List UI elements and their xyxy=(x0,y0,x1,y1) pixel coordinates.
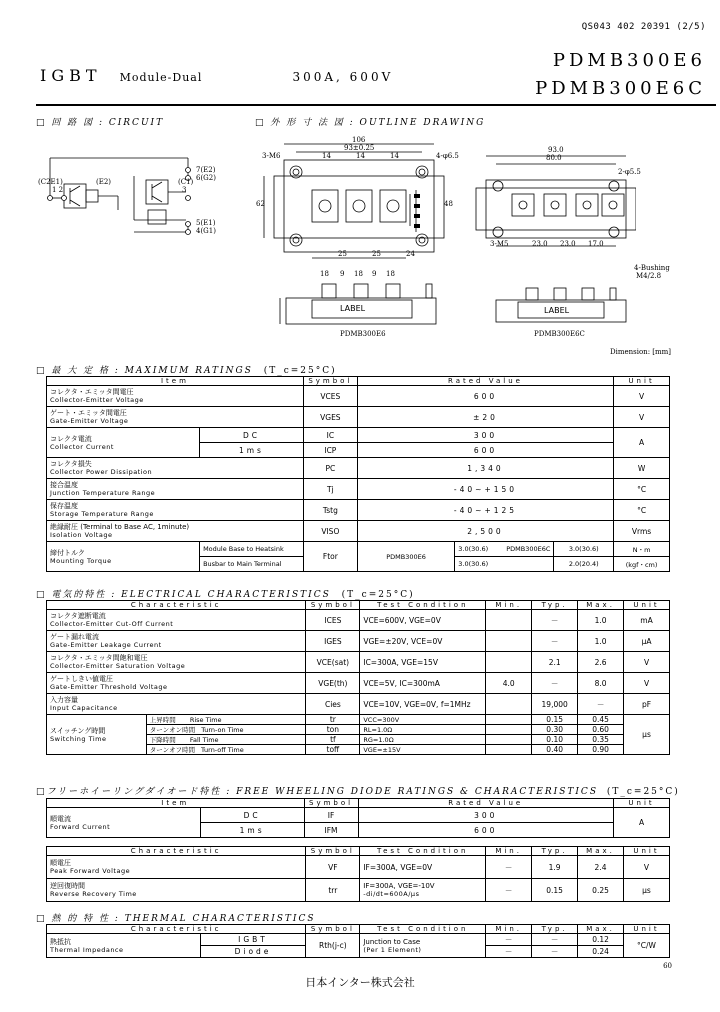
item-en: Thermal Impedance xyxy=(50,945,124,954)
unit: μs xyxy=(624,715,670,755)
symbol: tr xyxy=(306,715,360,725)
value-a2: 3.0(30.6) xyxy=(455,557,554,572)
condition: DC xyxy=(200,808,304,823)
max-ratings-title: □ 最 大 定 格 : MAXIMUM RATINGS xyxy=(36,366,253,376)
condition: VCE=5V, IC=300mA xyxy=(360,673,486,694)
unit: μs xyxy=(624,879,670,902)
max-ratings-cond: (T_c=25°C) xyxy=(263,366,337,376)
dim-14b: 14 xyxy=(356,152,365,160)
switching-row xyxy=(47,715,670,725)
condition: Module Base to Heatsink xyxy=(200,542,304,557)
header-symbol: Symbol xyxy=(304,799,358,808)
table-row xyxy=(47,521,670,542)
max: 2.6 xyxy=(578,652,624,673)
max: 0.25 xyxy=(578,879,624,902)
unit: °C xyxy=(614,479,670,500)
header-item: Item xyxy=(47,377,304,386)
label-box-a: LABEL xyxy=(340,304,366,313)
terminal-6: 6(G2) xyxy=(196,174,216,182)
header-unit: Unit xyxy=(614,799,670,808)
min xyxy=(486,715,532,725)
table-header xyxy=(47,799,670,808)
item-ja: ターンオフ時間 xyxy=(149,746,195,754)
table-row xyxy=(47,458,670,479)
switching-en: Switching Time xyxy=(50,734,107,743)
item-ja: コレクタ・エミッタ間飽和電圧 xyxy=(50,654,148,662)
max: 0.90 xyxy=(578,745,624,755)
typ: － xyxy=(532,673,578,694)
item-en: Turn-off Time xyxy=(201,746,244,754)
item-ja: ゲート漏れ電流 xyxy=(50,633,99,641)
terminal-4: 4(G1) xyxy=(196,227,216,235)
min: － xyxy=(486,856,532,879)
unit: Vrms xyxy=(614,521,670,542)
terminal-3: 3 xyxy=(182,186,187,194)
company-name: 日本インター株式会社 xyxy=(305,976,415,989)
electrical-title: □ 電気的特性 : ELECTRICAL CHARACTERISTICS xyxy=(36,590,331,600)
item-en: Isolation Voltage xyxy=(50,531,113,539)
table-row xyxy=(47,879,670,902)
max: 0.24 xyxy=(578,946,624,958)
section-thermal: □ 熱 的 特 性 : THERMAL CHARACTERISTICS xyxy=(36,914,316,924)
dim-230a: 23.0 xyxy=(532,240,548,248)
fwd-ratings-table xyxy=(46,798,670,838)
side-dim-18b: 18 xyxy=(354,270,363,278)
condition: VGE=±20V, VCE=0V xyxy=(360,631,486,652)
typ: 0.15 xyxy=(532,715,578,725)
value: 600 xyxy=(357,443,613,458)
part-number-1: PDMB300E6 xyxy=(552,50,706,71)
dim-14c: 14 xyxy=(390,152,399,160)
unit: μA xyxy=(624,631,670,652)
unit: V xyxy=(614,386,670,407)
header-unit: Unit xyxy=(624,847,670,856)
symbol: VCE(sat) xyxy=(306,652,360,673)
max: 0.12 xyxy=(578,934,624,946)
symbol: ICP xyxy=(303,443,357,458)
item-ja: コレクタ遮断電流 xyxy=(50,612,106,620)
item-ja: 順電圧 xyxy=(50,859,71,867)
header-min: Min. xyxy=(486,601,532,610)
item-ja: 絶縁耐圧 (Terminal to Base AC, 1minute) xyxy=(50,523,190,531)
table-row xyxy=(47,856,670,879)
item-en: Input Capacitance xyxy=(50,704,118,712)
side-dim-18c: 18 xyxy=(386,270,395,278)
unit: V xyxy=(624,652,670,673)
dim-4phi65: 4-φ6.5 xyxy=(436,152,459,160)
header-typ: Typ. xyxy=(532,925,578,934)
header-characteristic: Characteristic xyxy=(47,601,306,610)
header-max: Max. xyxy=(578,601,624,610)
condition-2: (Per 1 Element) xyxy=(363,945,422,954)
switching-item xyxy=(146,735,306,745)
dim-800: 80.0 xyxy=(546,154,562,162)
electrical-table xyxy=(46,600,670,755)
symbol: toff xyxy=(306,745,360,755)
dim-3m5: 3-M5 xyxy=(490,240,509,248)
symbol: Ftor xyxy=(303,542,357,572)
item-ja: 逆回復時間 xyxy=(50,882,85,890)
item-en: Collector-Emitter Cut-Off Current xyxy=(50,620,174,628)
model-b: PDMB300E6C xyxy=(506,545,551,553)
symbol: Tj xyxy=(303,479,357,500)
table-header xyxy=(47,377,670,386)
dim-25b: 25 xyxy=(372,250,381,258)
item-en: Rise Time xyxy=(189,716,222,724)
switching-ja: スイッチング時間 xyxy=(50,726,106,735)
dim-106: 106 xyxy=(352,136,366,144)
header-test-condition: Test Condition xyxy=(360,925,486,934)
dim-93: 93±0.25 xyxy=(344,144,375,152)
typ: － xyxy=(532,631,578,652)
part: Diode xyxy=(200,946,306,958)
symbol: Tstg xyxy=(303,500,357,521)
item-ja: 順電流 xyxy=(50,814,71,823)
section-outline: □ 外 形 寸 法 図 : OUTLINE DRAWING xyxy=(255,118,486,128)
value: 2,500 xyxy=(357,521,613,542)
side-dim-18a: 18 xyxy=(320,270,329,278)
item-en: Gate-Emitter Threshold Voltage xyxy=(50,683,168,691)
circuit-diagram xyxy=(38,140,218,250)
item-ja: コレクタ損失 xyxy=(50,460,92,468)
typ: － xyxy=(532,946,578,958)
header-characteristic: Characteristic xyxy=(47,847,306,856)
dim-3m6: 3-M6 xyxy=(262,152,281,160)
condition: 1ms xyxy=(200,443,304,458)
value-b1: 3.0(30.6) xyxy=(554,542,614,557)
typ: － xyxy=(532,934,578,946)
unit: mA xyxy=(624,610,670,631)
max: 0.60 xyxy=(578,725,624,735)
table-row xyxy=(47,934,670,946)
item-en: Collector Current xyxy=(50,442,114,451)
symbol: IF xyxy=(304,808,358,823)
item-en: Turn-on Time xyxy=(201,726,244,734)
dim-14a: 14 xyxy=(322,152,331,160)
symbol: tf xyxy=(306,735,360,745)
header-max: Max. xyxy=(578,925,624,934)
table-row xyxy=(47,808,670,823)
electrical-cond: (T_c=25°C) xyxy=(341,590,415,600)
header-max: Max. xyxy=(578,847,624,856)
value: -40~+150 xyxy=(357,479,613,500)
section-electrical xyxy=(36,587,415,600)
item-en: Storage Temperature Range xyxy=(50,510,154,518)
label-box-b: LABEL xyxy=(544,306,570,315)
typ: 0.10 xyxy=(532,735,578,745)
header-item: Item xyxy=(47,799,305,808)
product-title xyxy=(40,66,393,85)
header-rated-value: Rated Value xyxy=(358,799,614,808)
fwd-char-table xyxy=(46,846,670,902)
min xyxy=(486,694,532,715)
item-ja: コレクタ・エミッタ間電圧 xyxy=(50,388,134,396)
symbol: Rth(j-c) xyxy=(306,934,360,958)
symbol: VCES xyxy=(303,386,357,407)
header-min: Min. xyxy=(486,925,532,934)
header-symbol: Symbol xyxy=(306,601,360,610)
document-number: QS043 402 20391 (2/5) xyxy=(581,22,706,32)
item-ja: ゲートしきい値電圧 xyxy=(50,675,113,683)
table-row xyxy=(47,407,670,428)
symbol: VF xyxy=(306,856,360,879)
item-en: Gate-Emitter Voltage xyxy=(50,417,129,425)
symbol: PC xyxy=(303,458,357,479)
max: － xyxy=(578,694,624,715)
max: 0.35 xyxy=(578,735,624,745)
header-unit: Unit xyxy=(624,925,670,934)
table-header xyxy=(47,601,670,610)
dim-48: 48 xyxy=(444,200,453,208)
min xyxy=(486,735,532,745)
device-rating: 300A, 600V xyxy=(292,70,394,84)
condition: VCC=300V xyxy=(360,715,486,725)
typ: 1.9 xyxy=(532,856,578,879)
typ: 0.30 xyxy=(532,725,578,735)
symbol: ton xyxy=(306,725,360,735)
item-ja: 熱抵抗 xyxy=(50,937,71,946)
value-b2: 2.0(20.4) xyxy=(554,557,614,572)
outline-side-view-e6c xyxy=(486,266,636,336)
terminal-5: 5(E1) xyxy=(196,219,216,227)
switching-item xyxy=(146,725,306,735)
condition: 1ms xyxy=(200,823,304,838)
min xyxy=(486,745,532,755)
item-en: Collector-Emitter Saturation Voltage xyxy=(50,662,186,670)
circuit-label-e2: (E2) xyxy=(96,178,112,186)
value: 1,340 xyxy=(357,458,613,479)
header-test-condition: Test Condition xyxy=(360,601,486,610)
symbol: ICES xyxy=(306,610,360,631)
symbol: IGES xyxy=(306,631,360,652)
dim-25a: 25 xyxy=(338,250,347,258)
device-type: IGBT xyxy=(40,66,102,85)
part-number-2: PDMB300E6C xyxy=(535,78,706,99)
header-typ: Typ. xyxy=(532,847,578,856)
max: 8.0 xyxy=(578,673,624,694)
header-symbol: Symbol xyxy=(306,925,360,934)
min xyxy=(486,631,532,652)
min xyxy=(486,725,532,735)
min xyxy=(486,652,532,673)
item-ja: 締付トルク xyxy=(50,548,85,557)
unit: °C/W xyxy=(624,934,670,958)
header-test-condition: Test Condition xyxy=(360,847,486,856)
table-row xyxy=(47,500,670,521)
torque-pair-1 xyxy=(455,542,554,557)
max-ratings-table xyxy=(46,376,670,572)
condition: RL=1.0Ω xyxy=(360,725,486,735)
item-ja: コレクタ電流 xyxy=(50,434,92,443)
item-ja: ターンオン時間 xyxy=(149,726,196,734)
table-row xyxy=(47,631,670,652)
unit: N・m xyxy=(614,542,670,557)
unit: W xyxy=(614,458,670,479)
min: － xyxy=(486,946,532,958)
circuit-label-c1: (C1) xyxy=(178,178,194,186)
header-typ: Typ. xyxy=(532,601,578,610)
item-en: Peak Forward Voltage xyxy=(50,867,131,875)
unit: pF xyxy=(624,694,670,715)
page-number: 60 xyxy=(663,962,672,970)
value: 300 xyxy=(358,808,614,823)
condition: IF=300A, VGE=0V xyxy=(360,856,486,879)
typ: － xyxy=(532,610,578,631)
symbol: IFM xyxy=(304,823,358,838)
dim-930: 93.0 xyxy=(548,146,564,154)
condition: Busbar to Main Terminal xyxy=(200,557,304,572)
header-rated-value: Rated Value xyxy=(357,377,613,386)
side-note-m4: M4/2.8 xyxy=(636,272,662,280)
model-label-a: PDMB300E6 xyxy=(340,330,386,338)
condition: VCE=10V, VGE=0V, f=1MHz xyxy=(360,694,486,715)
dimension-unit: Dimension: [mm] xyxy=(610,348,672,356)
unit: °C xyxy=(614,500,670,521)
condition: RG=1.0Ω xyxy=(360,735,486,745)
value: 600 xyxy=(358,823,614,838)
max: 1.0 xyxy=(578,610,624,631)
item-ja: 下降時間 xyxy=(149,736,176,744)
fwd-title: □フリーホイーリングダイオード特性 : FREE WHEELING DIODE RATINGS & CHARACTERISTICS xyxy=(36,787,598,797)
max: 1.0 xyxy=(578,631,624,652)
typ: 2.1 xyxy=(532,652,578,673)
dim-2phi55: 2-φ5.5 xyxy=(618,168,641,176)
table-row xyxy=(47,386,670,407)
symbol: VGE(th) xyxy=(306,673,360,694)
condition-2: -di/dt=600A/μs xyxy=(363,890,420,898)
item-ja: 保存温度 xyxy=(50,502,78,510)
item-ja: 入力容量 xyxy=(50,696,78,704)
min: － xyxy=(486,934,532,946)
dim-24: 24 xyxy=(406,250,415,258)
side-dim-9b: 9 xyxy=(372,270,377,278)
side-note-bushing: 4-Bushing xyxy=(634,264,670,272)
table-row xyxy=(47,694,670,715)
section-max-ratings xyxy=(36,363,337,376)
header-unit: Unit xyxy=(624,601,670,610)
unit: A xyxy=(614,808,670,838)
condition: IC=300A, VGE=15V xyxy=(360,652,486,673)
table-row xyxy=(47,652,670,673)
part: IGBT xyxy=(200,934,306,946)
value: -40~+125 xyxy=(357,500,613,521)
dim-62: 62 xyxy=(256,200,265,208)
item-en: Fall Time xyxy=(189,736,219,744)
value: ±20 xyxy=(357,407,613,428)
table-row xyxy=(47,542,670,557)
table-row xyxy=(47,428,670,443)
terminal-7: 7(E2) xyxy=(196,166,216,174)
header-min: Min. xyxy=(486,847,532,856)
dim-170: 17.0 xyxy=(588,240,604,248)
header-symbol: Symbol xyxy=(303,377,357,386)
table-row xyxy=(47,673,670,694)
value: 300 xyxy=(357,428,613,443)
circuit-label-c2e1: (C2E1) xyxy=(38,178,63,186)
model-a: PDMB300E6 xyxy=(357,542,454,572)
unit: V xyxy=(624,856,670,879)
header-symbol: Symbol xyxy=(306,847,360,856)
symbol: VISO xyxy=(303,521,357,542)
thermal-table xyxy=(46,924,670,958)
unit: (kgf・cm) xyxy=(614,557,670,572)
typ: 19,000 xyxy=(532,694,578,715)
table-row xyxy=(47,479,670,500)
min xyxy=(486,610,532,631)
table-header xyxy=(47,847,670,856)
symbol: trr xyxy=(306,879,360,902)
value-a1: 3.0(30.6) xyxy=(458,545,489,553)
symbol: Cies xyxy=(306,694,360,715)
fwd-cond: (T_c=25°C) xyxy=(606,787,680,797)
symbol: IC xyxy=(303,428,357,443)
side-dim-9a: 9 xyxy=(340,270,345,278)
model-label-b: PDMB300E6C xyxy=(534,330,585,338)
item-ja: 上昇時間 xyxy=(149,716,176,724)
condition: VCE=600V, VGE=0V xyxy=(360,610,486,631)
item-en: Collector-Emitter Voltage xyxy=(50,396,144,404)
max: 2.4 xyxy=(578,856,624,879)
symbol: VGES xyxy=(303,407,357,428)
item-en: Reverse Recovery Time xyxy=(50,890,137,898)
condition: IF=300A, VGE=-10V xyxy=(363,882,435,890)
item-ja: 接合温度 xyxy=(50,481,78,489)
typ: 0.15 xyxy=(532,879,578,902)
value: 600 xyxy=(357,386,613,407)
condition: Junction to Case xyxy=(363,937,421,946)
dim-230b: 23.0 xyxy=(560,240,576,248)
typ: 0.40 xyxy=(532,745,578,755)
item-en: Mounting Torque xyxy=(50,556,112,565)
condition: VGE=±15V xyxy=(360,745,486,755)
unit: V xyxy=(624,673,670,694)
item-en: Gate-Emitter Leakage Current xyxy=(50,641,162,649)
item-ja: ゲート・エミッタ間電圧 xyxy=(50,409,127,417)
min: － xyxy=(486,879,532,902)
min: 4.0 xyxy=(486,673,532,694)
unit: A xyxy=(614,428,670,458)
condition: DC xyxy=(200,428,304,443)
max: 0.45 xyxy=(578,715,624,725)
section-fwd xyxy=(36,784,680,797)
header-characteristic: Characteristic xyxy=(47,925,306,934)
circuit-label-12: 1 2 xyxy=(52,186,64,194)
item-en: Collector Power Dissipation xyxy=(50,468,153,476)
unit: V xyxy=(614,407,670,428)
item-en: Junction Temperature Range xyxy=(50,489,156,497)
switching-item xyxy=(146,715,306,725)
header-rule xyxy=(36,104,716,106)
table-row xyxy=(47,610,670,631)
module-type: Module-Dual xyxy=(119,71,203,84)
switching-item xyxy=(146,745,306,755)
header-unit: Unit xyxy=(614,377,670,386)
item-en: Forward Current xyxy=(50,822,111,831)
section-circuit: □ 回 路 図 : CIRCUIT xyxy=(36,118,165,128)
table-header xyxy=(47,925,670,934)
